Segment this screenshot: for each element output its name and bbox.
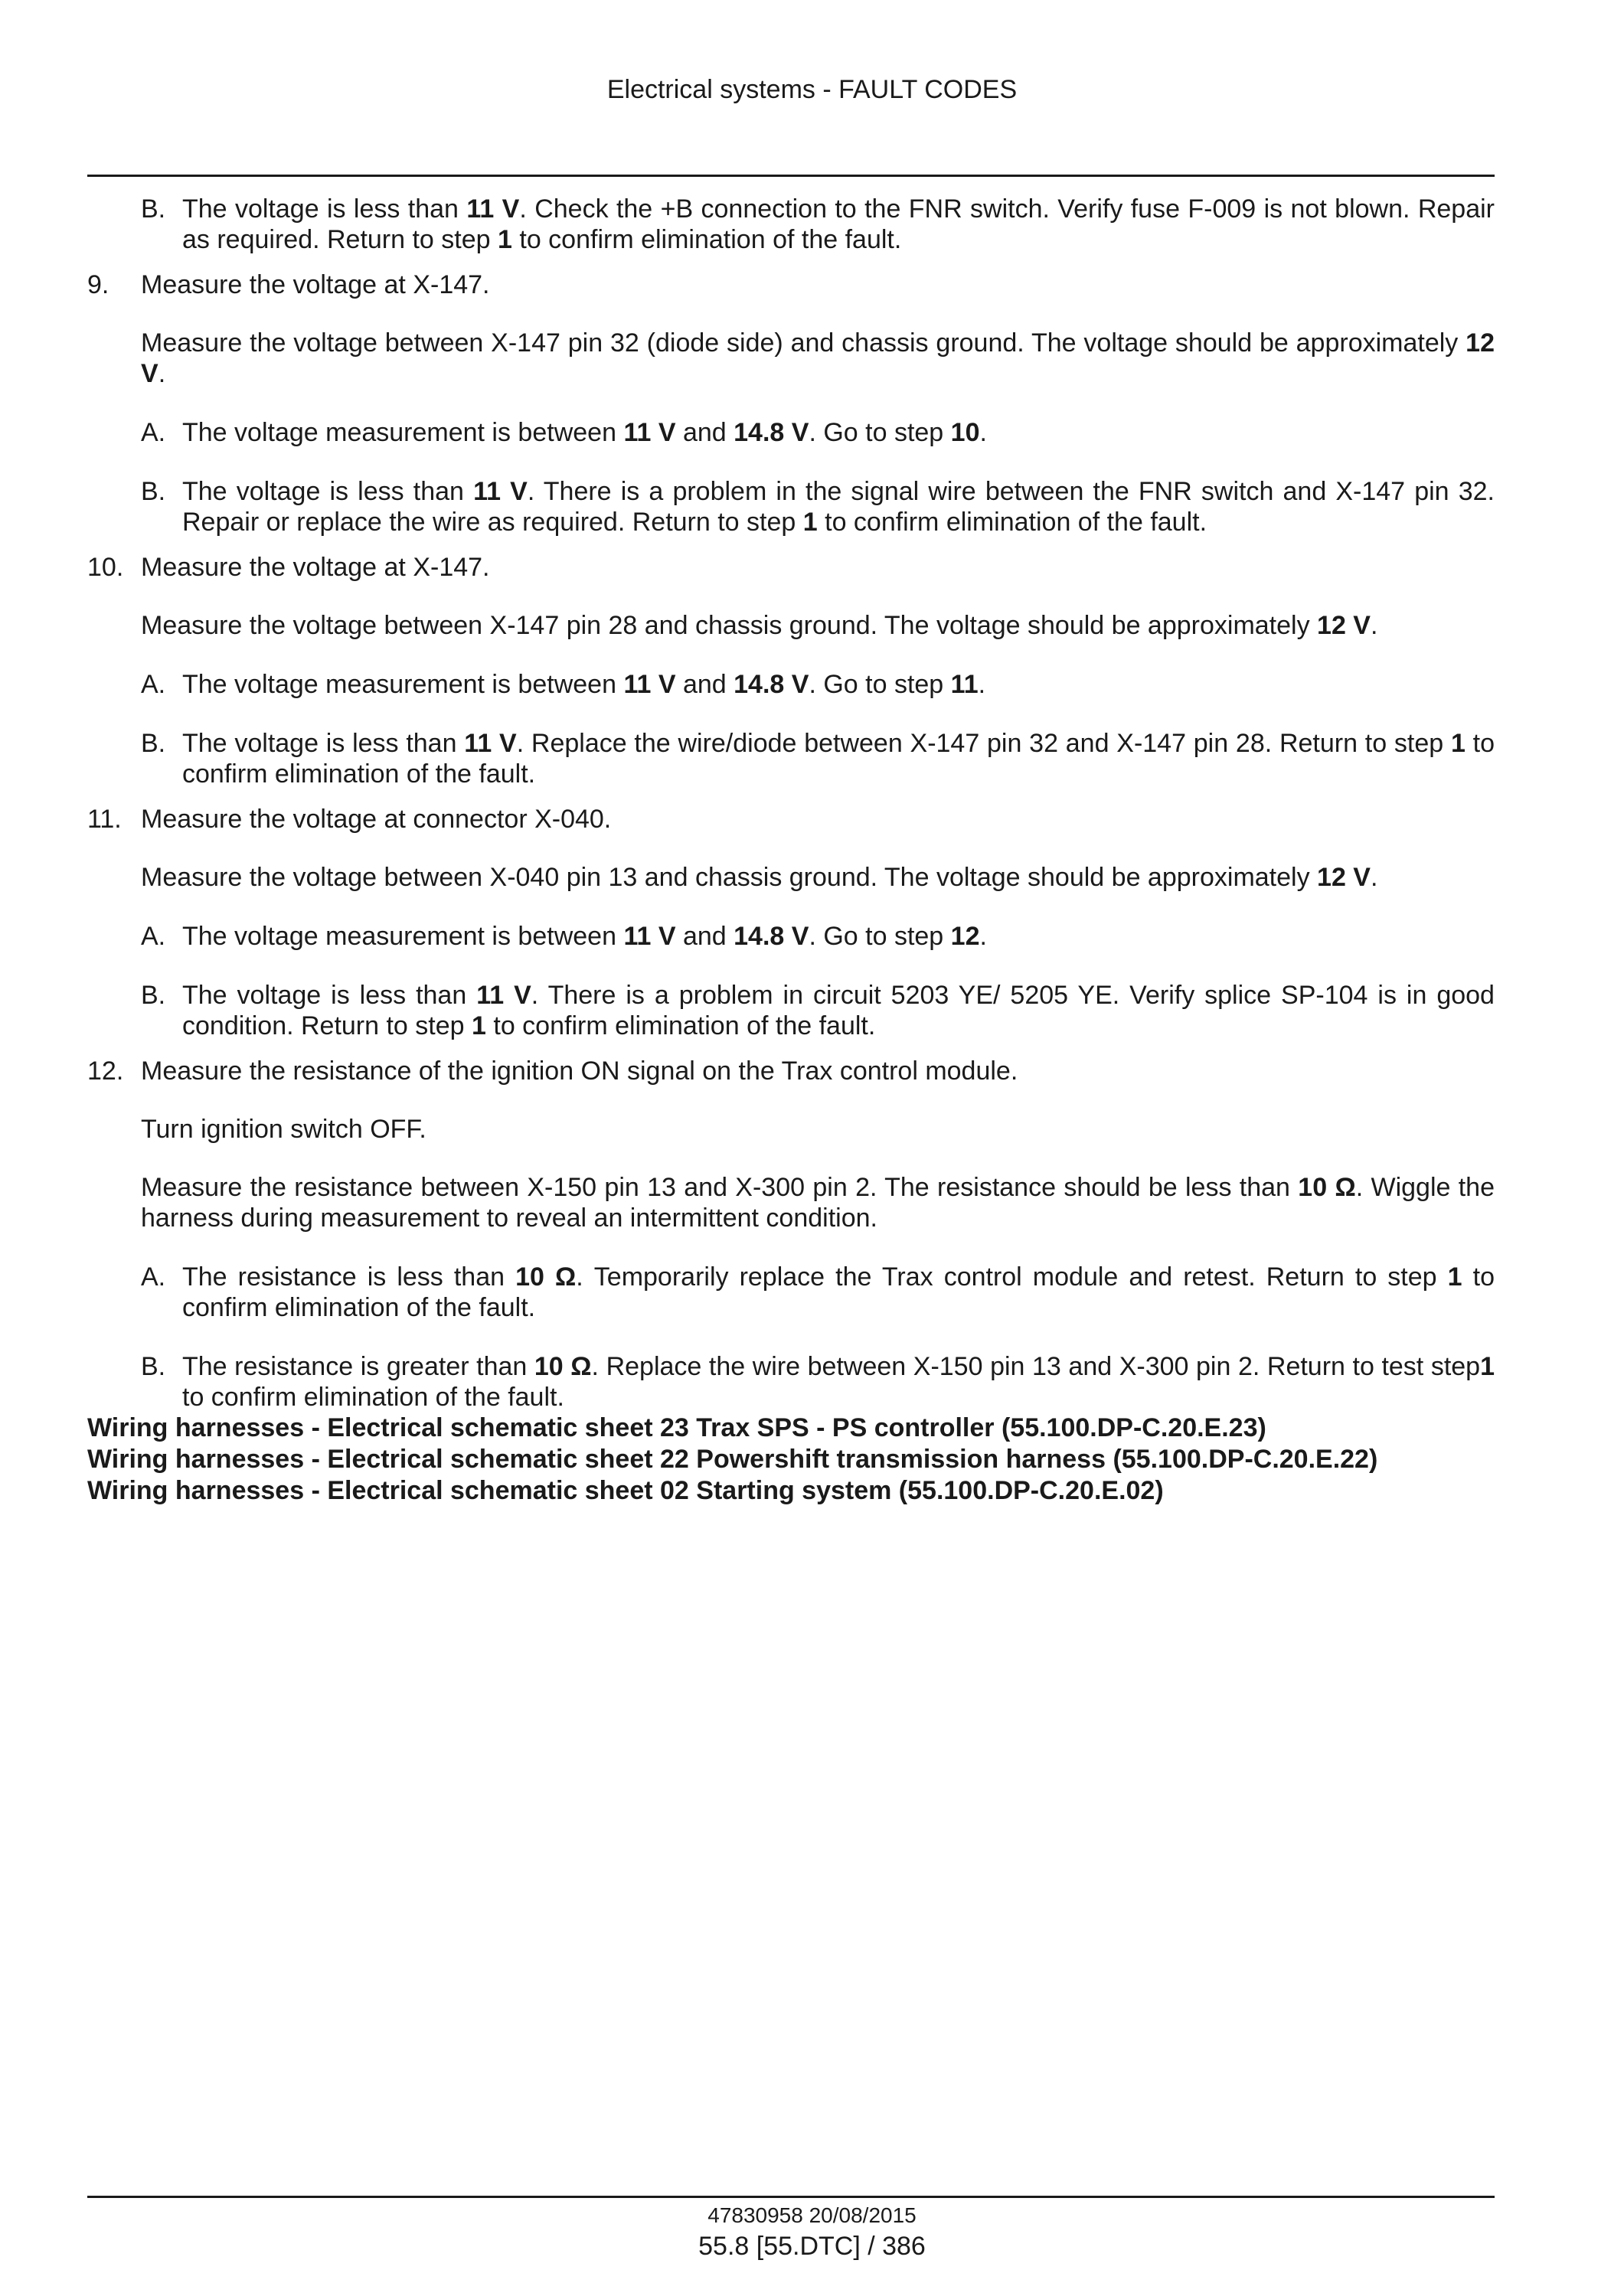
option-letter: A.: [141, 922, 166, 951]
step-number: 11.: [87, 805, 122, 834]
step-12-instruction-1: Turn ignition switch OFF.: [141, 1115, 426, 1144]
option-letter: A.: [141, 418, 166, 447]
step-11-option-a: A. The voltage measurement is between 11 V and 14.8 V. Go to step 12.: [141, 922, 987, 951]
option-letter: B.: [141, 1352, 166, 1381]
footer-document-code: 47830958 20/08/2015: [707, 2203, 917, 2227]
step-number: 12.: [87, 1057, 124, 1086]
step-title: Measure the resistance of the ignition ON signal on the Trax control module.: [141, 1057, 1018, 1086]
step-number: 10.: [87, 553, 124, 582]
step-11-instruction: Measure the voltage between X-040 pin 13 and chassis ground. The voltage should be approximately 12 V.: [141, 863, 1378, 892]
step-11-heading: [87, 804, 1495, 834]
step-title: Measure the voltage at X-147.: [141, 553, 490, 582]
document-body: [87, 194, 1495, 1507]
option-letter: B.: [141, 194, 166, 224]
step-12-option-b: B. The resistance is greater than 10 Ω. Replace the wire between X-150 pin 13 and X-300 pin 2. Return to test step1 to confirm elimination of the fault.: [141, 1352, 1495, 1412]
option-letter: B.: [141, 729, 166, 758]
step-title: Measure the voltage at connector X-040.: [141, 805, 612, 834]
option-letter: A.: [141, 670, 166, 699]
reference-links: [87, 1413, 1495, 1507]
step-11-option-b: B. The voltage is less than 11 V. There is a problem in circuit 5203 YE/ 5205 YE. Verify splice SP-104 is in good condition. Return to step 1 to confirm elimination of the fault.: [141, 981, 1495, 1040]
step8-option-b: B. The voltage is less than 11 V. Check the +B connection to the FNR switch. Verify fuse F-009 is not blown. Repair as required. Return to step 1 to confirm elimination of the fault.: [141, 194, 1495, 254]
step-12-heading: [87, 1056, 1495, 1086]
step-9-option-a: A. The voltage measurement is between 11 V and 14.8 V. Go to step 10.: [141, 418, 987, 447]
option-letter: B.: [141, 477, 166, 506]
reference-link[interactable]: Wiring harnesses - Electrical schematic sheet 22 Powershift transmission harness (55.100.DP-C.20.E.22): [87, 1445, 1378, 1474]
step-9-option-b: B. The voltage is less than 11 V. There is a problem in the signal wire between the FNR switch and X-147 pin 32. Repair or replace the wire as required. Return to step 1 to confirm elimination of the fault.: [141, 477, 1495, 537]
step-title: Measure the voltage at X-147.: [141, 270, 490, 299]
step-10-option-b: B. The voltage is less than 11 V. Replace the wire/diode between X-147 pin 32 and X-147 pin 28. Return to step 1 to confirm elimination of the fault.: [141, 729, 1495, 789]
step-10-instruction: Measure the voltage between X-147 pin 28 and chassis ground. The voltage should be approximately 12 V.: [141, 611, 1378, 640]
reference-link[interactable]: Wiring harnesses - Electrical schematic sheet 23 Trax SPS - PS controller (55.100.DP-C.20.E.23): [87, 1413, 1266, 1442]
step-number: 9.: [87, 270, 109, 299]
step-9-instruction: Measure the voltage between X-147 pin 32 (diode side) and chassis ground. The voltage should be approximately 12 V.: [141, 328, 1495, 388]
step-12-instruction-2: Measure the resistance between X-150 pin 13 and X-300 pin 2. The resistance should be less than 10 Ω. Wiggle the harness during measurement to reveal an intermittent condition.: [141, 1173, 1495, 1233]
option-letter: B.: [141, 981, 166, 1010]
reference-link[interactable]: Wiring harnesses - Electrical schematic sheet 02 Starting system (55.100.DP-C.20.E.02): [87, 1476, 1164, 1505]
step-10-heading: [87, 552, 1495, 583]
page-header-title: Electrical systems - FAULT CODES: [606, 75, 1018, 104]
step-9-heading: [87, 269, 1495, 300]
step-10-option-a: A. The voltage measurement is between 11 V and 14.8 V. Go to step 11.: [141, 670, 986, 699]
option-letter: A.: [141, 1262, 166, 1292]
footer-rule: [87, 2196, 1495, 2198]
header-rule: [87, 175, 1495, 177]
footer-page-reference: 55.8 [55.DTC] / 386: [698, 2232, 926, 2261]
step-12-option-a: A. The resistance is less than 10 Ω. Temporarily replace the Trax control module and retest. Return to step 1 to confirm elimination of the fault.: [141, 1262, 1495, 1322]
